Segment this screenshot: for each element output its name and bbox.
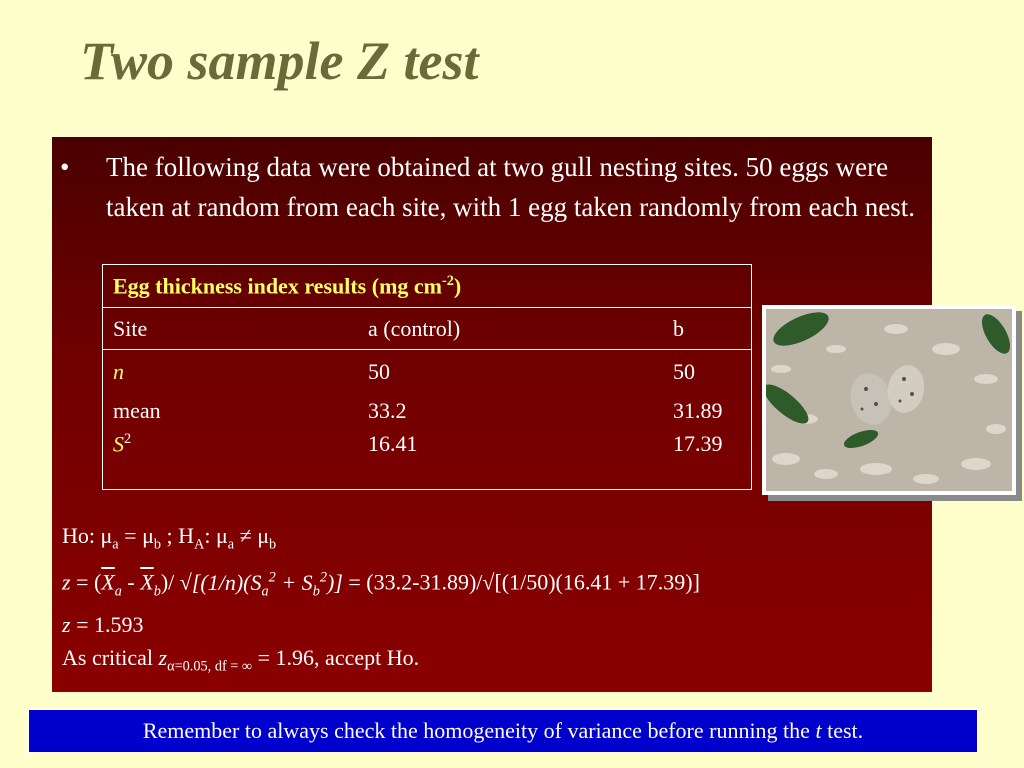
table-row <box>103 350 752 392</box>
cell-mean-b: 31.89 <box>673 398 723 423</box>
column-header-b: b <box>663 308 752 350</box>
cell-variance-a: 16.41 <box>368 431 418 456</box>
column-header-a: a (control) <box>358 308 663 350</box>
row-label-n: n <box>113 359 124 384</box>
table-title: Egg thickness index results (mg $cm^{-2}$) <box>103 265 752 308</box>
table-header-row <box>103 308 752 350</box>
bullet-dot-icon: • <box>60 152 70 182</box>
cell-n-b: 50 <box>673 359 695 384</box>
critical-value-line: As critical $z_{\alpha=0.05, df = \infty} = 1.96$, accept Ho. <box>62 645 420 675</box>
equations <box>62 519 922 684</box>
cell-variance-b: 17.39 <box>673 431 723 456</box>
cell-n-a: 50 <box>368 359 390 384</box>
z-formula-line: $z = (\overline{X}_a - \overline{X}_b)/$ $√[(1/n)(S_a^2 + S_b^2)] = (33.2-31.89)/√[(1/50)(16.41 + 17.39)]$ <box>62 569 700 600</box>
slide-title: Two sample Z test <box>80 31 479 91</box>
reminder-banner: Remember to always check the homogeneity of variance before running the t test. <box>28 709 978 753</box>
z-result-line: z = 1.593 <box>62 612 144 638</box>
table-row <box>103 391 752 431</box>
row-label-mean: mean <box>113 398 161 423</box>
table-row <box>103 431 752 461</box>
egg-thickness-table <box>102 264 752 490</box>
row-label-variance: $S^2$ <box>113 431 132 457</box>
bullet-text: The following data were obtained at two gull nesting sites. 50 eggs were taken at random from each site, with 1 egg taken randomly from each nest. <box>106 152 915 222</box>
table-title-row <box>103 265 752 308</box>
gull-eggs-illustration <box>766 309 1012 491</box>
column-header-site: Site <box>103 308 359 350</box>
gull-eggs-photo <box>762 305 1016 495</box>
hypothesis-line: Ho: $\mu_a = \mu_b$ ; $H_A$: $\mu_a \ne \mu_b$ <box>62 523 277 553</box>
cell-mean-a: 33.2 <box>368 398 407 423</box>
